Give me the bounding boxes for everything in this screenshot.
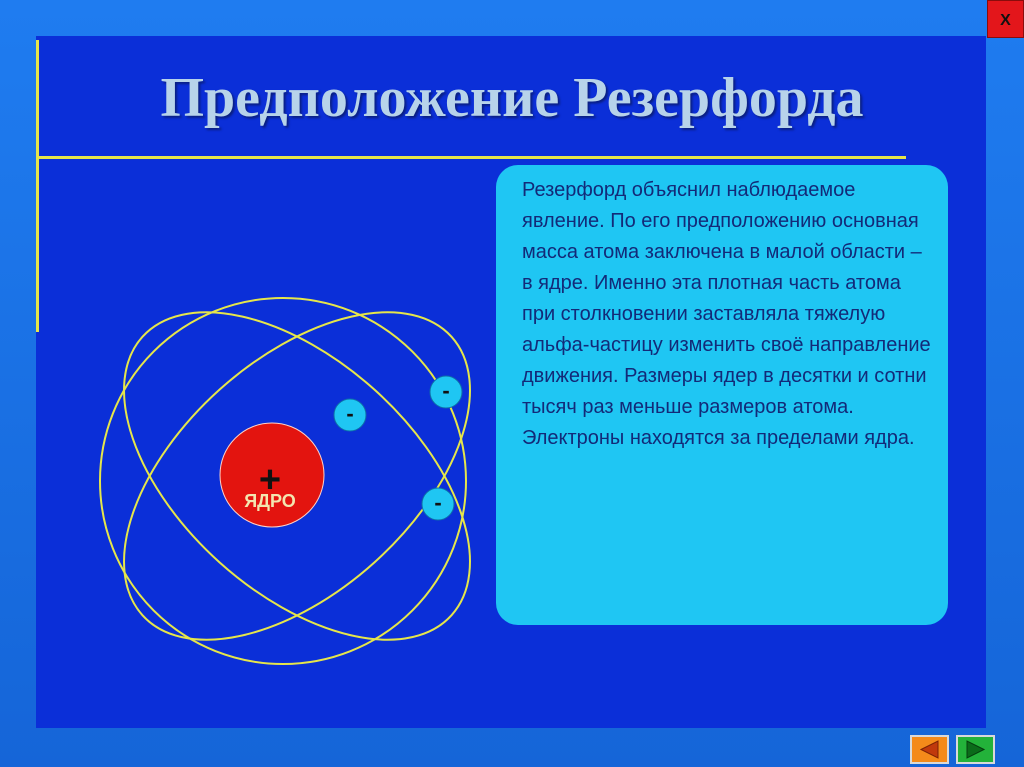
nucleus-charge-sign: + bbox=[258, 459, 282, 501]
next-slide-button[interactable] bbox=[956, 735, 995, 764]
electron bbox=[334, 399, 366, 431]
electron bbox=[422, 488, 454, 520]
explanation-text: Резерфорд объяснил наблюдаемое явление. По его предположению основная масса атома заключена в малой области – в ядре. Именно эта плотная часть атома при столкновении заставляла тяжелую альфа-частицу изменить своё направление движения. Размеры ядер в десятки и сотни тысяч раз меньше размеров атома. Электроны находятся за пределами ядра. bbox=[522, 179, 931, 449]
prev-slide-button[interactable] bbox=[910, 735, 949, 764]
close-button[interactable]: X bbox=[987, 0, 1024, 38]
explanation-box bbox=[496, 165, 948, 625]
electron-sign: - bbox=[442, 378, 450, 403]
electron-sign: - bbox=[346, 401, 354, 426]
electron bbox=[430, 376, 462, 408]
electron-sign: - bbox=[434, 490, 442, 515]
nucleus-label: ЯДРО bbox=[244, 491, 296, 511]
arrow-right-icon bbox=[958, 737, 993, 762]
slide-title: Предположение Резерфорда bbox=[160, 67, 864, 129]
arrow-left-icon bbox=[912, 737, 947, 762]
